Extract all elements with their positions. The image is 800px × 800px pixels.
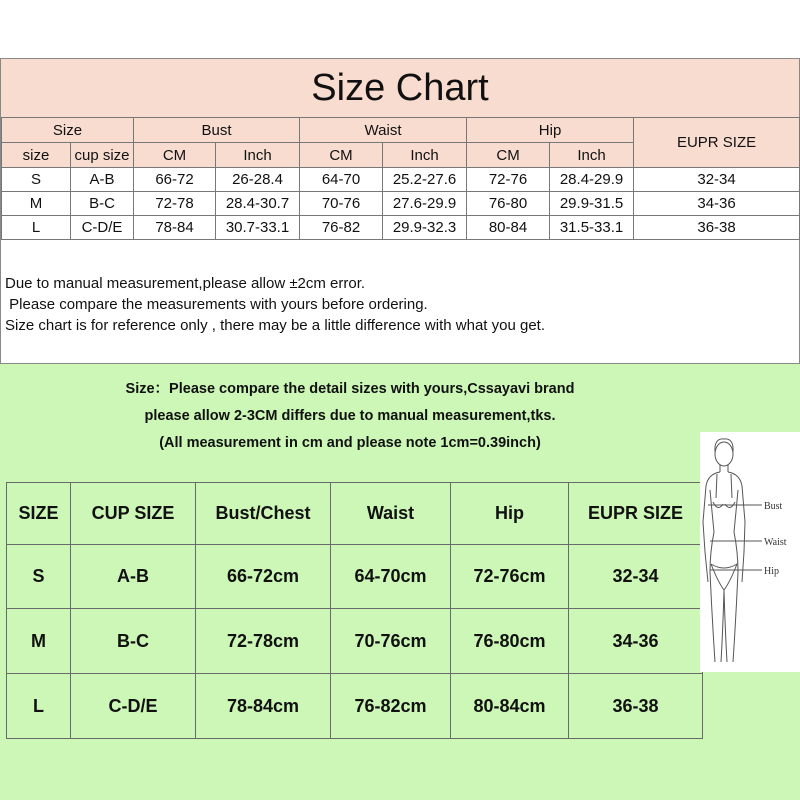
- body-outline-icon: [700, 432, 800, 672]
- intro-line: Size：Please compare the detail sizes with yours,Cssayavi brand: [125, 381, 575, 397]
- table-row: [2, 192, 800, 216]
- table-cell: A-B: [71, 168, 134, 192]
- note-line: Size chart is for reference only , there may be a little difference with what you get.: [5, 317, 545, 334]
- table-row: [7, 609, 703, 674]
- header-eupr-size: EUPR SIZE: [634, 118, 800, 168]
- header-hip: Hip: [451, 483, 569, 545]
- table-cell: C-D/E: [71, 674, 196, 739]
- table-cell: 72-78cm: [196, 609, 331, 674]
- title-bar: [1, 59, 799, 118]
- table-cell: 78-84cm: [196, 674, 331, 739]
- header-waist: Waist: [331, 483, 451, 545]
- table-cell: 30.7-33.1: [216, 216, 300, 240]
- subheader-size: size: [2, 143, 71, 168]
- subheader-hip-inch: Inch: [550, 143, 634, 168]
- table-cell: 72-78: [134, 192, 216, 216]
- table-cell: 76-80: [467, 192, 550, 216]
- table-cell: B-C: [71, 609, 196, 674]
- table-cell: M: [7, 609, 71, 674]
- header-size: SIZE: [7, 483, 71, 545]
- table-cell: L: [2, 216, 71, 240]
- body-measurement-figure: [700, 432, 800, 672]
- intro-text: [0, 376, 700, 457]
- table-cell: S: [7, 544, 71, 609]
- table-cell: 66-72: [134, 168, 216, 192]
- header-waist: Waist: [300, 118, 467, 143]
- table-cell: 76-82: [300, 216, 383, 240]
- subheader-bust-cm: CM: [134, 143, 216, 168]
- table-row: [7, 544, 703, 609]
- table-cell: 28.4-29.9: [550, 168, 634, 192]
- table-cell: 70-76cm: [331, 609, 451, 674]
- table-cell: 78-84: [134, 216, 216, 240]
- subheader-hip-cm: CM: [467, 143, 550, 168]
- table-header-row: [2, 118, 800, 143]
- header-eupr-size: EUPR SIZE: [569, 483, 703, 545]
- table-cell: 26-28.4: [216, 168, 300, 192]
- table-cell: 80-84cm: [451, 674, 569, 739]
- table-cell: 76-80cm: [451, 609, 569, 674]
- subheader-cup-size: cup size: [71, 143, 134, 168]
- table-row: [7, 674, 703, 739]
- header-hip: Hip: [467, 118, 634, 143]
- intro-line: (All measurement in cm and please note 1cm=0.39inch): [159, 435, 541, 451]
- table-cell: 80-84: [467, 216, 550, 240]
- table-cell: A-B: [71, 544, 196, 609]
- table-cell: 64-70: [300, 168, 383, 192]
- table-cell: 29.9-31.5: [550, 192, 634, 216]
- hip-label: Hip: [764, 566, 779, 577]
- table-row: [2, 168, 800, 192]
- table-cell: B-C: [71, 192, 134, 216]
- waist-label: Waist: [764, 537, 787, 548]
- table-cell: 70-76: [300, 192, 383, 216]
- note-line: Due to manual measurement,please allow ±2cm error.: [5, 275, 366, 292]
- table-cell: C-D/E: [71, 216, 134, 240]
- size-chart-lower: [0, 364, 800, 800]
- table-cell: 32-34: [569, 544, 703, 609]
- table-cell: 25.2-27.6: [383, 168, 467, 192]
- table-cell: 34-36: [634, 192, 800, 216]
- table-row: [2, 216, 800, 240]
- table-header-row: [7, 483, 703, 545]
- size-table-cm-inch: [1, 117, 800, 240]
- table-cell: 34-36: [569, 609, 703, 674]
- subheader-waist-cm: CM: [300, 143, 383, 168]
- header-cup-size: CUP SIZE: [71, 483, 196, 545]
- table-cell: 31.5-33.1: [550, 216, 634, 240]
- header-size: Size: [2, 118, 134, 143]
- measurement-notes: [5, 273, 545, 336]
- table-cell: 28.4-30.7: [216, 192, 300, 216]
- size-chart-title: Size Chart: [311, 66, 489, 109]
- intro-line: please allow 2-3CM differs due to manual measurement,tks.: [144, 408, 556, 424]
- note-line: Please compare the measurements with yours before ordering.: [5, 296, 428, 313]
- table-cell: 72-76: [467, 168, 550, 192]
- table-cell: 76-82cm: [331, 674, 451, 739]
- table-cell: 64-70cm: [331, 544, 451, 609]
- header-bust: Bust: [134, 118, 300, 143]
- size-chart-upper: [0, 58, 800, 364]
- table-cell: M: [2, 192, 71, 216]
- subheader-waist-inch: Inch: [383, 143, 467, 168]
- table-cell: 29.9-32.3: [383, 216, 467, 240]
- subheader-bust-inch: Inch: [216, 143, 300, 168]
- table-cell: 36-38: [634, 216, 800, 240]
- table-cell: 27.6-29.9: [383, 192, 467, 216]
- table-cell: 66-72cm: [196, 544, 331, 609]
- table-cell: 36-38: [569, 674, 703, 739]
- table-cell: 32-34: [634, 168, 800, 192]
- header-bust-chest: Bust/Chest: [196, 483, 331, 545]
- size-table-cm: [6, 482, 703, 739]
- bust-label: Bust: [764, 501, 783, 512]
- table-cell: 72-76cm: [451, 544, 569, 609]
- table-cell: S: [2, 168, 71, 192]
- table-cell: L: [7, 674, 71, 739]
